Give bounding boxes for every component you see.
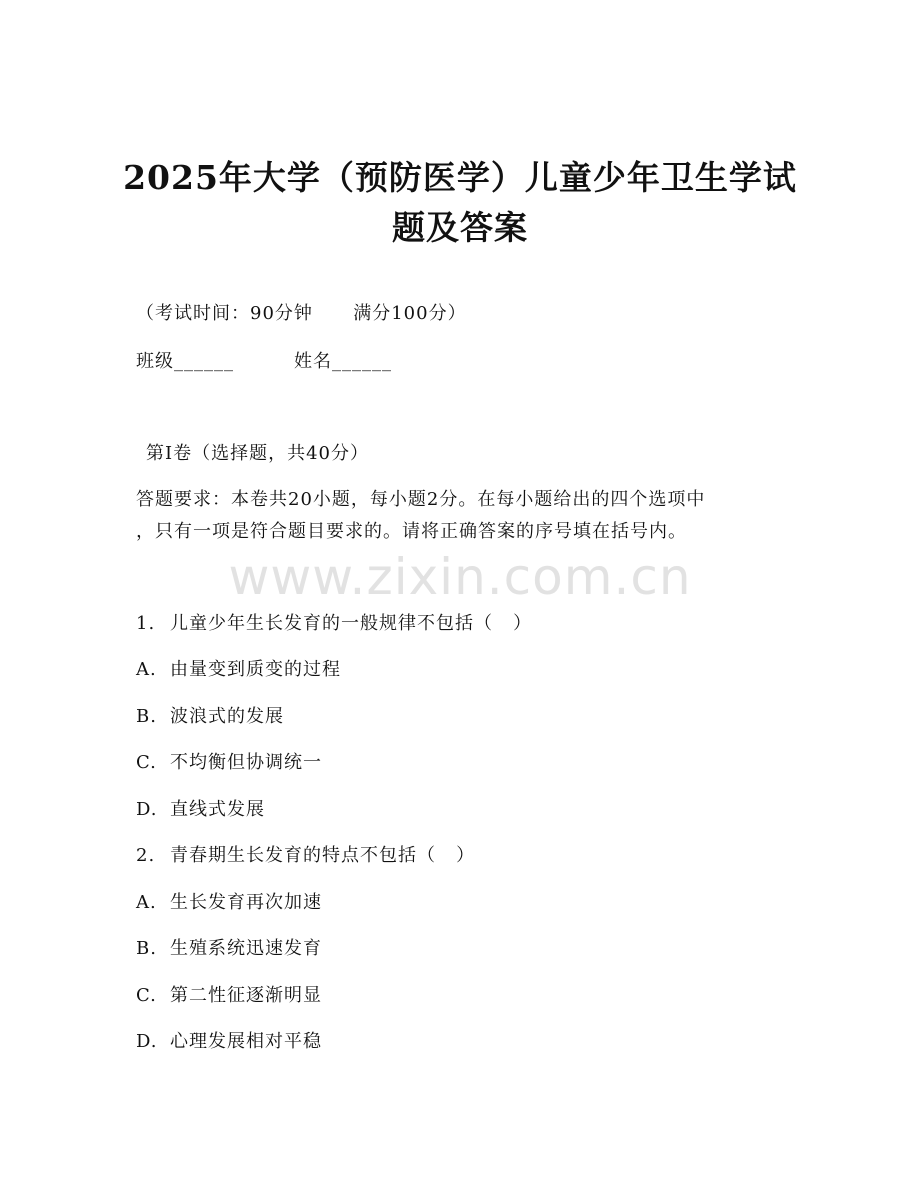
option-text: 生殖系统迅速发育 [170, 938, 322, 959]
section-title: 第I卷（选择题，共40分） [146, 443, 370, 464]
option-text: 不均衡但协调统一 [170, 752, 322, 773]
question-number: 2. [136, 845, 156, 866]
option-text: 波浪式的发展 [170, 706, 284, 727]
question-1-option-d [136, 798, 265, 822]
option-text: 心理发展相对平稳 [170, 1031, 322, 1052]
question-text: 青春期生长发育的特点不包括（ ） [170, 845, 476, 866]
document-title-line-1: 2025年大学（预防医学）儿童少年卫生学试 [123, 158, 797, 197]
question-2-option-c [136, 984, 322, 1008]
option-text: 生长发育再次加速 [170, 892, 322, 913]
document-title-line-2: 题及答案 [392, 208, 528, 247]
instructions-line-1: 答题要求：本卷共20小题，每小题2分。在每小题给出的四个选项中 [136, 489, 706, 510]
option-label: C. [136, 985, 157, 1006]
exam-info: （考试时间：90分钟 满分100分） [136, 303, 467, 324]
question-2-stem [136, 844, 475, 868]
question-1-stem [136, 612, 532, 636]
option-text: 第二性征逐渐明显 [170, 985, 322, 1006]
class-field: 班级______ [136, 351, 234, 372]
option-text: 直线式发展 [170, 799, 265, 820]
option-text: 由量变到质变的过程 [170, 659, 341, 680]
question-2-option-b [136, 937, 322, 961]
option-label: B. [136, 938, 157, 959]
option-label: C. [136, 752, 157, 773]
question-2-option-d [136, 1030, 322, 1054]
option-label: D. [136, 799, 158, 820]
option-label: A. [136, 892, 157, 913]
question-1-option-c [136, 751, 322, 775]
instructions-line-2: ，只有一项是符合题目要求的。请将正确答案的序号填在括号内。 [136, 521, 687, 542]
option-label: D. [136, 1031, 158, 1052]
question-1-option-b [136, 705, 284, 729]
question-number: 1. [136, 613, 156, 634]
option-label: A. [136, 659, 157, 680]
option-label: B. [136, 706, 157, 727]
question-2-option-a [136, 891, 322, 915]
question-1-option-a [136, 658, 341, 682]
name-field: 姓名______ [294, 351, 392, 372]
watermark: www.zixin.com.cn [228, 548, 692, 606]
question-text: 儿童少年生长发育的一般规律不包括（ ） [170, 613, 533, 634]
